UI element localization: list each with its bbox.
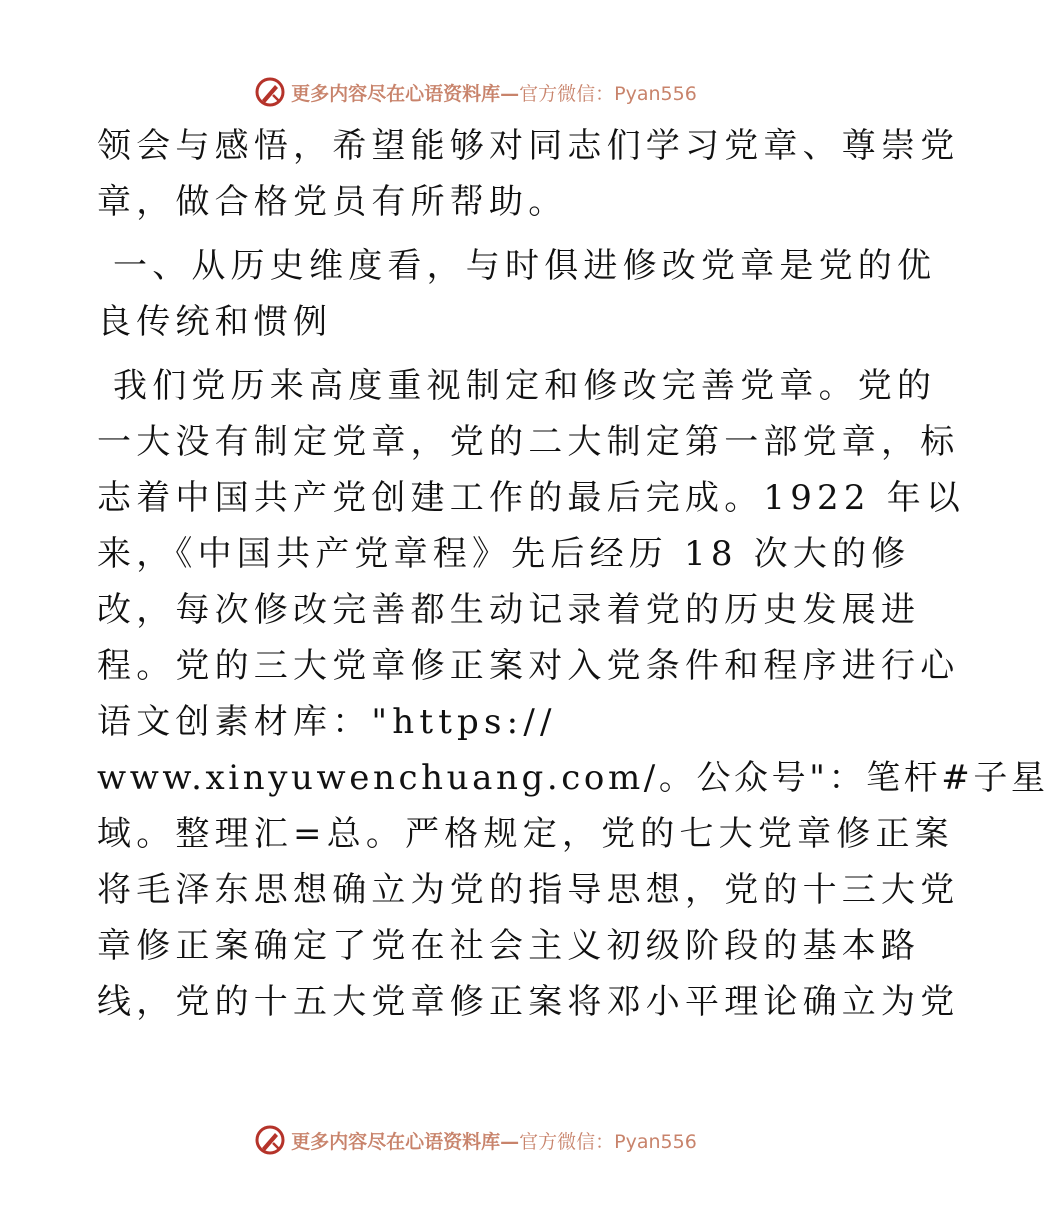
text-line: 将毛泽东思想确立为党的指导思想，党的十三大党 — [97, 870, 960, 910]
text-line: 域。整理汇=总。严格规定，党的七大党章修正案 — [97, 814, 954, 854]
watermark-text — [291, 1127, 697, 1154]
watermark-header — [0, 70, 950, 114]
text-line: 语文创素材库："https:// — [97, 702, 557, 742]
text-line: 程。党的三大党章修正案对入党条件和程序进行心 — [97, 646, 960, 686]
text-line: 我们党历来高度重视制定和修改完善党章。党的 — [97, 366, 937, 406]
watermark-footer — [0, 1118, 950, 1162]
text-line: 一大没有制定党章，党的二大制定第一部党章，标 — [97, 422, 960, 462]
watermark-text — [291, 79, 697, 106]
watermark-brand: 更多内容尽在心语资料库 — [291, 82, 501, 105]
watermark-dash: — — [500, 1130, 520, 1153]
paragraph-intro — [97, 118, 960, 230]
text-line: 来，《中国共产党章程》先后经历 18 次大的修 — [97, 534, 911, 574]
paragraph-history — [97, 358, 1049, 1030]
document-body — [97, 118, 1049, 1030]
text-line: www.xinyuwenchuang.com/。公众号"：笔杆#子星 — [97, 758, 1049, 798]
heading-line: 良传统和惯例 — [97, 302, 333, 342]
pen-logo-icon — [253, 1123, 287, 1157]
text-line: 章修正案确定了党在社会主义初级阶段的基本路 — [97, 926, 921, 966]
watermark-wechat: 官方微信：Pyan556 — [519, 82, 697, 105]
watermark-dash: — — [500, 82, 520, 105]
text-line: 领会与感悟，希望能够对同志们学习党章、尊崇党 — [97, 126, 960, 166]
watermark-wechat: 官方微信：Pyan556 — [519, 1130, 697, 1153]
heading-line: 一、从历史维度看，与时俱进修改党章是党的优 — [97, 246, 937, 286]
text-line: 章，做合格党员有所帮助。 — [97, 182, 568, 222]
section-heading — [97, 238, 937, 350]
text-line: 志着中国共产党创建工作的最后完成。1922 年以 — [97, 478, 966, 518]
watermark-brand: 更多内容尽在心语资料库 — [291, 1130, 501, 1153]
pen-logo-icon — [253, 75, 287, 109]
text-line: 线，党的十五大党章修正案将邓小平理论确立为党 — [97, 982, 960, 1022]
text-line: 改，每次修改完善都生动记录着党的历史发展进 — [97, 590, 921, 630]
